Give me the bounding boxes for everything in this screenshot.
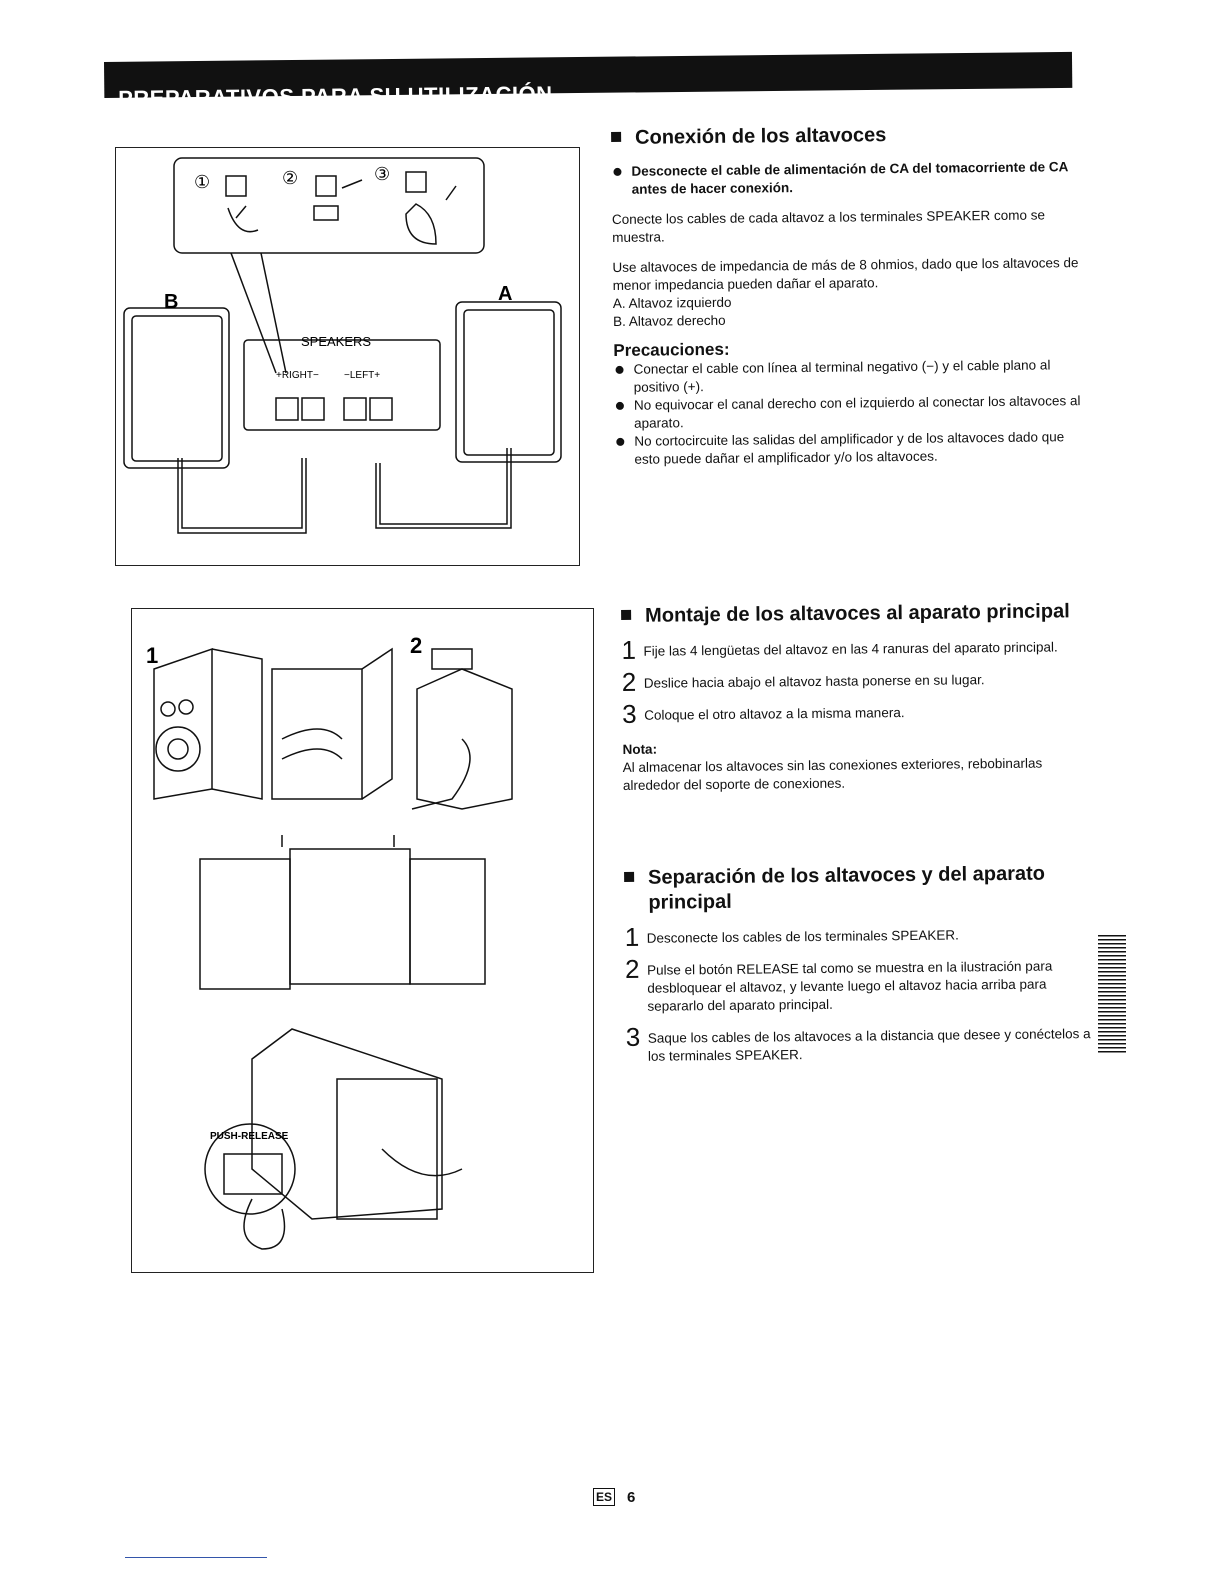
step-number: 1 [624, 921, 640, 952]
speaker-mounting-diagram [132, 609, 593, 1272]
section-speaker-mounting [621, 599, 1088, 795]
section3-title: Separación de los altavoces y del aparato principal [648, 862, 1046, 914]
page-number: 6 [627, 1489, 636, 1506]
section3-step [624, 953, 1091, 1016]
section3-step [624, 921, 1090, 952]
bottom-rule [125, 1557, 267, 1558]
section2-step [621, 634, 1086, 665]
step-text: Desconecte los cables de los terminales SPEAKER. [646, 927, 959, 946]
note-text: Al almacenar los altavoces sin las conexiones exteriores, rebobinarlas alrededor del soporte de conexiones. [622, 755, 1043, 793]
precaution-item: No equivocar el canal derecho con el izquierdo al conectar los altavoces al aparato. [614, 392, 1089, 433]
label-b: B [164, 291, 179, 313]
section1-heading [611, 121, 1086, 151]
section1-para2: Use altavoces de impedancia de más de 8 ohmios, dado que los altavoces de menor impedancia pueden dañar el aparato. [612, 255, 1079, 293]
language-badge: ES [593, 1488, 615, 1506]
figure-step-2: 2 [410, 633, 423, 658]
step-text: Fije las 4 lengüetas del altavoz en las 4 ranuras del aparato principal. [643, 639, 1058, 659]
item-a: A. Altavoz izquierdo [612, 294, 732, 311]
step-text: Deslice hacia abajo el altavoz hasta ponerse en su lugar. [643, 672, 985, 691]
step-number: 3 [621, 698, 637, 729]
page-title: PREPARATIVOS PARA SU UTILIZACIÓN [118, 81, 553, 111]
section2-title: Montaje de los altavoces al aparato principal [645, 600, 1070, 627]
section-speaker-connection [611, 121, 1090, 469]
right-label: +RIGHT− [276, 370, 319, 381]
left-label: −LEFT+ [344, 370, 381, 381]
precaution-item: No cortocircuite las salidas del amplificador y de los altavoces dado que esto puede dañar el amplificador y/o los altavoces. [614, 428, 1089, 469]
item-b: B. Altavoz derecho [612, 312, 726, 329]
step-number: 3 [625, 1021, 641, 1052]
section2-step [621, 698, 1087, 729]
step-text: Saque los cables de los altavoces a la distancia que desee y conéctelos a los terminales SPEAKER. [647, 1026, 1091, 1064]
label-a: A [498, 283, 513, 305]
section2-heading [621, 599, 1086, 629]
step-marker-2: ② [282, 168, 299, 188]
step-text: Coloque el otro altavoz a la misma manera. [644, 705, 905, 723]
thumb-index-tab [1098, 935, 1126, 1055]
step-marker-1: ① [194, 172, 211, 192]
precaution-item: Conectar el cable con línea al terminal negativo (−) y el cable plano al positivo (+). [613, 356, 1088, 397]
speakers-label: SPEAKERS [301, 334, 372, 349]
step-text: Pulse el botón RELEASE tal como se muestra en la ilustración para desbloquear el altavoz, y levante luego el altavoz hacia arriba para separarlo del aparato principal. [647, 958, 1053, 1014]
note-title: Nota: [622, 741, 658, 757]
figure-step-1: 1 [146, 643, 159, 668]
section2-step [621, 666, 1087, 697]
step-number: 2 [621, 666, 637, 697]
precautions-title: Precauciones: [613, 339, 730, 360]
section3-heading [624, 861, 1089, 916]
push-release-label: PUSH-RELEASE [210, 1131, 289, 1142]
speaker-connection-diagram [116, 148, 579, 565]
heading-bullet-icon [611, 132, 621, 142]
section3-step [625, 1021, 1091, 1066]
heading-bullet-icon [624, 872, 634, 882]
heading-bullet-icon [621, 610, 631, 620]
step-number: 1 [621, 634, 637, 665]
speaker-connection-figure [115, 147, 580, 566]
section-speaker-separation [624, 861, 1091, 1066]
speaker-mounting-figure [131, 608, 594, 1273]
section1-para1: Conecte los cables de cada altavoz a los terminales SPEAKER como se muestra. [611, 207, 1046, 245]
step-number: 2 [624, 953, 640, 984]
section1-warning: Desconecte el cable de alimentación de CA del tomacorriente de CA antes de hacer conexión. [611, 158, 1086, 199]
section1-title: Conexión de los altavoces [635, 124, 887, 149]
step-marker-3: ③ [374, 164, 391, 184]
